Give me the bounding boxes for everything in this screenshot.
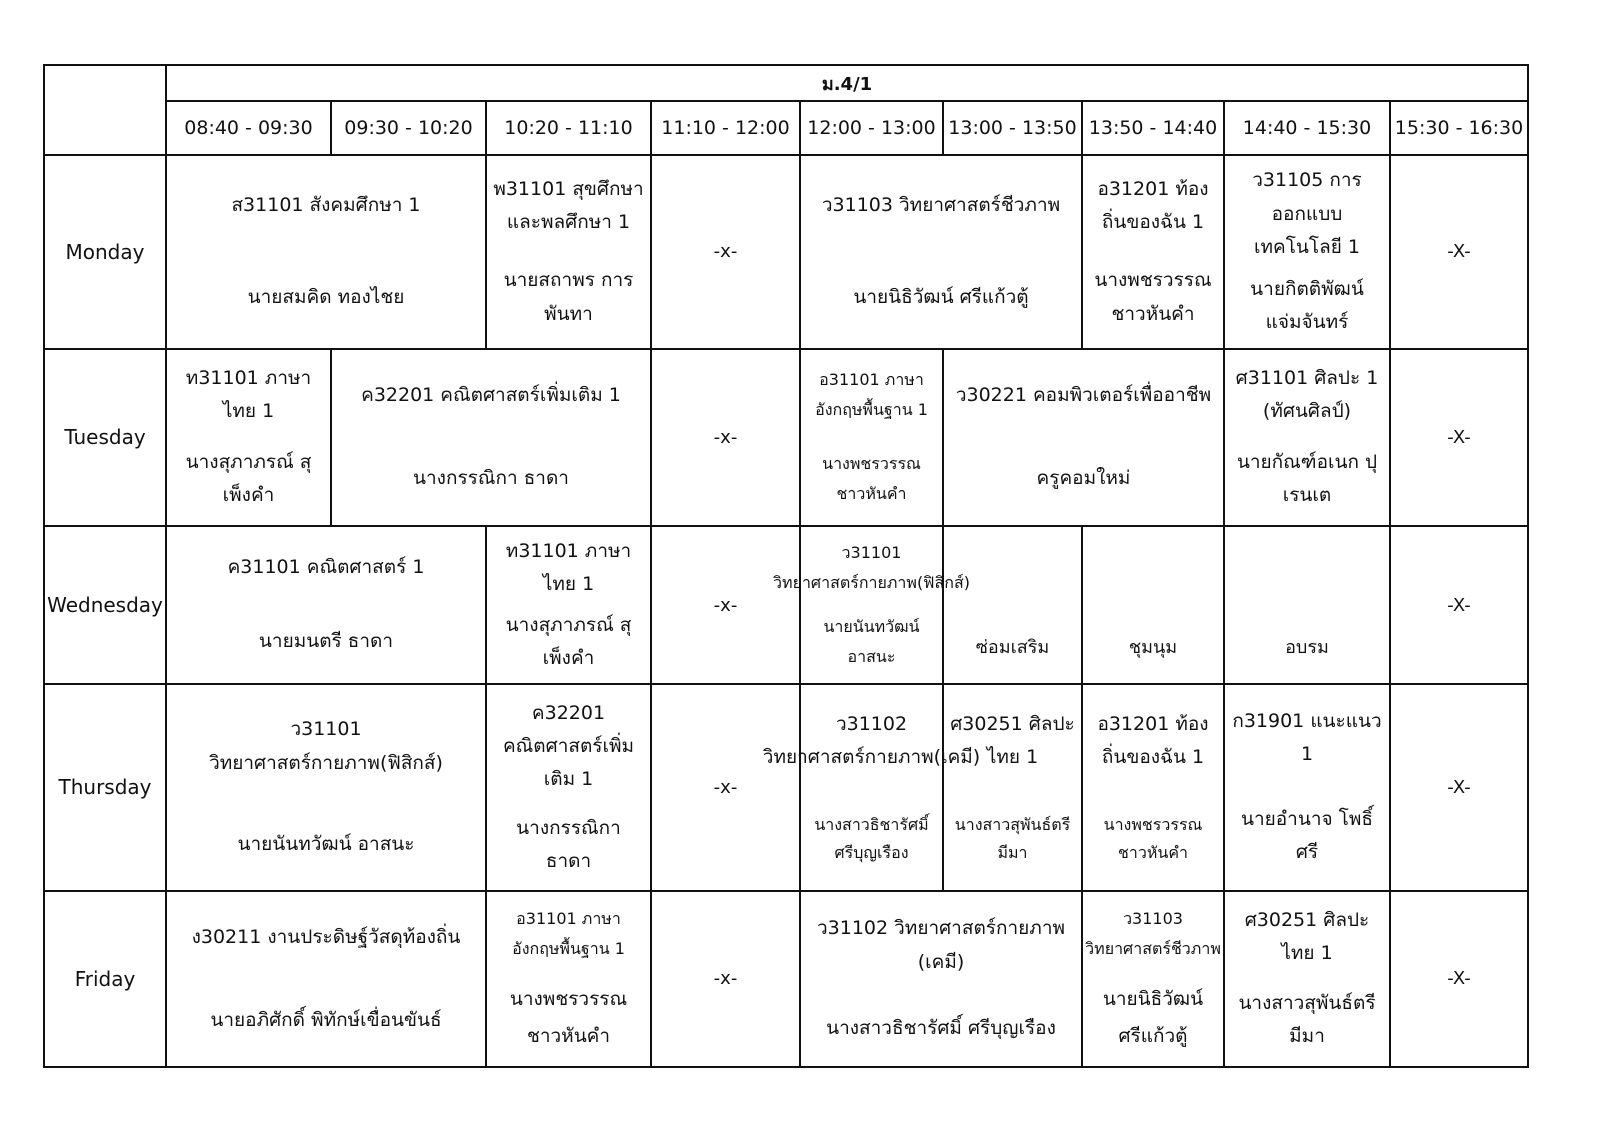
teacher: นายมนตรี ธาดา [258,630,394,653]
class-cell [800,349,943,526]
class-row [44,65,1528,101]
subject: ว31102 วิทยาศาสตร์กายภาพ(เคมี) [762,712,981,768]
teacher: นางพชรวรรณ ชาวหันคำ [509,988,628,1047]
day-row-thursday [44,684,1528,890]
subject: ค31101 คณิตศาสตร์ 1 [227,556,425,579]
subject: พ31101 สุขศึกษาและพลศึกษา 1 [493,177,644,233]
subject: อ31101 ภาษาอังกฤษพื้นฐาน 1 [512,908,625,959]
class-cell [1082,684,1224,890]
class-cell [166,684,486,890]
time-slot: 13:00 - 13:50 [943,101,1082,155]
class-cell [943,684,1082,890]
subject: ศ30251 ศิลปะไทย 1 [950,712,1075,768]
break-cell: -x- [651,526,800,684]
class-cell [486,526,651,684]
teacher: ครูคอมใหม่ [1036,467,1131,490]
subject: อ31201 ท้องถิ่นของฉัน 1 [1097,177,1209,233]
time-slot-row [44,101,1528,155]
class-cell [1224,349,1390,526]
teacher: นายนันทวัฒน์ อาสนะ [237,833,415,856]
time-slot: 13:50 - 14:40 [1082,101,1224,155]
teacher: นางสาวสุพันธ์ตรี มีมา [954,815,1071,863]
class-cell [762,684,981,890]
subject: ศ30251 ศิลปะไทย 1 [1244,908,1370,965]
day-row-tuesday [44,349,1528,526]
subject: ว31105 การออกแบบเทคโนโลยี 1 [1252,169,1362,258]
subject: ท31101 ภาษาไทย 1 [505,539,632,595]
teacher: นายสถาพร การพันทา [503,269,634,325]
class-cell [486,155,651,348]
subject: ค32201 คณิตศาสตร์เพิ่มเติม 1 [361,383,621,406]
break-cell: -X- [1390,891,1528,1067]
time-slot: 08:40 - 09:30 [166,101,331,155]
teacher: นางสาวธิชารัศมิ์ ศรีบุญเรือง [814,815,929,863]
activity-cell: ชุมนุม [1082,526,1224,684]
teacher: นายกิตติพัฒน์ แจ่มจันทร์ [1250,277,1364,333]
time-slot: 14:40 - 15:30 [1224,101,1390,155]
subject: ง30211 งานประดิษฐ์วัสดุท้องถิ่น [191,925,461,948]
subject: ว31103 วิทยาศาสตร์ชีวภาพ [821,194,1061,217]
teacher: นางกรรณิกา ธาดา [413,467,569,490]
subject: ว30221 คอมพิวเตอร์เพื่ออาชีพ [955,383,1212,406]
class-cell [1082,155,1224,348]
time-slot: 15:30 - 16:30 [1390,101,1528,155]
day-label: Thursday [44,684,166,890]
subject: ว31101 วิทยาศาสตร์กายภาพ(ฟิสิกส์) [773,542,970,592]
activity-cell: ซ่อมเสริม [943,526,1082,684]
day-row-friday [44,891,1528,1067]
teacher: นายอำนาจ โพธิ์ศรี [1240,808,1374,864]
subject: ศ31101 ศิลปะ 1 (ทัศนศิลป์) [1235,367,1379,423]
day-row-wednesday [44,526,1528,684]
subject: ส31101 สังคมศึกษา 1 [231,194,421,217]
class-cell [1224,155,1390,348]
teacher: นางสาวธิชารัศมิ์ ศรีบุญเรือง [826,1017,1056,1040]
class-cell [1224,684,1390,890]
timetable [43,64,1529,1068]
teacher: นางกรรณิกา ธาดา [516,816,621,872]
day-label: Friday [44,891,166,1067]
subject: ค32201 คณิตศาสตร์เพิ่มเติม 1 [502,701,635,791]
class-cell [166,155,486,348]
class-cell [943,349,1224,526]
day-label: Tuesday [44,349,166,526]
subject: ว31103 วิทยาศาสตร์ชีวภาพ [1085,908,1221,959]
time-slot: 11:10 - 12:00 [651,101,800,155]
subject: อ31201 ท้องถิ่นของฉัน 1 [1097,712,1209,768]
class-title: ม.4/1 [166,65,1528,101]
time-slot: 09:30 - 10:20 [331,101,486,155]
class-cell [486,684,651,890]
class-cell [166,349,331,526]
teacher: นางสุภาภรณ์ สุเพ็งคำ [185,450,312,507]
teacher: นางพชรวรรณ ชาวหันคำ [1094,269,1212,325]
class-cell [800,891,1082,1067]
teacher: นางพชรวรรณ ชาวหันคำ [822,453,921,504]
teacher: นายนิธิวัฒน์ ศรีแก้วตู้ [853,286,1029,309]
teacher: นายอภิศักดิ์ พิทักษ์เขื่อนขันธ์ [210,1008,442,1031]
activity-cell: อบรม [1224,526,1390,684]
class-cell [1224,891,1390,1067]
teacher: นางสุภาภรณ์ สุเพ็งคำ [505,613,632,670]
teacher: นายนิธิวัฒน์ ศรีแก้วตู้ [1102,988,1204,1047]
teacher: นางสาวสุพันธ์ตรี มีมา [1238,992,1376,1048]
time-slot: 10:20 - 11:10 [486,101,651,155]
subject: อ31101 ภาษาอังกฤษพื้นฐาน 1 [815,369,928,420]
break-cell: -x- [651,155,800,348]
break-cell: -X- [1390,349,1528,526]
break-cell: -X- [1390,526,1528,684]
teacher: นายสมคิด ทองไชย [247,286,405,309]
break-cell: -X- [1390,684,1528,890]
break-cell: -X- [1390,155,1528,348]
subject: ท31101 ภาษาไทย 1 [185,367,312,423]
time-slot: 12:00 - 13:00 [800,101,943,155]
day-row-monday [44,155,1528,348]
teacher: นายนันทวัฒน์ อาสนะ [823,616,920,667]
subject: ก31901 แนะแนว 1 [1232,710,1382,766]
class-cell [166,891,486,1067]
break-cell: -x- [651,891,800,1067]
class-cell [331,349,651,526]
break-cell: -x- [651,349,800,526]
subject: ว31101 วิทยาศาสตร์กายภาพ(ฟิสิกส์) [209,718,443,774]
break-cell: -x- [651,684,800,890]
class-cell [486,891,651,1067]
corner-cell [44,65,166,155]
class-cell [773,526,970,684]
class-cell [1082,891,1224,1067]
teacher: นายกัณฑ์อเนก ปุเรนเต [1236,450,1378,507]
teacher: นางพชรวรรณ ชาวหันคำ [1103,815,1203,863]
subject: ว31102 วิทยาศาสตร์กายภาพ (เคมี) [816,917,1066,973]
class-cell [166,526,486,684]
class-cell [800,155,1082,348]
day-label: Wednesday [44,526,166,684]
day-label: Monday [44,155,166,348]
